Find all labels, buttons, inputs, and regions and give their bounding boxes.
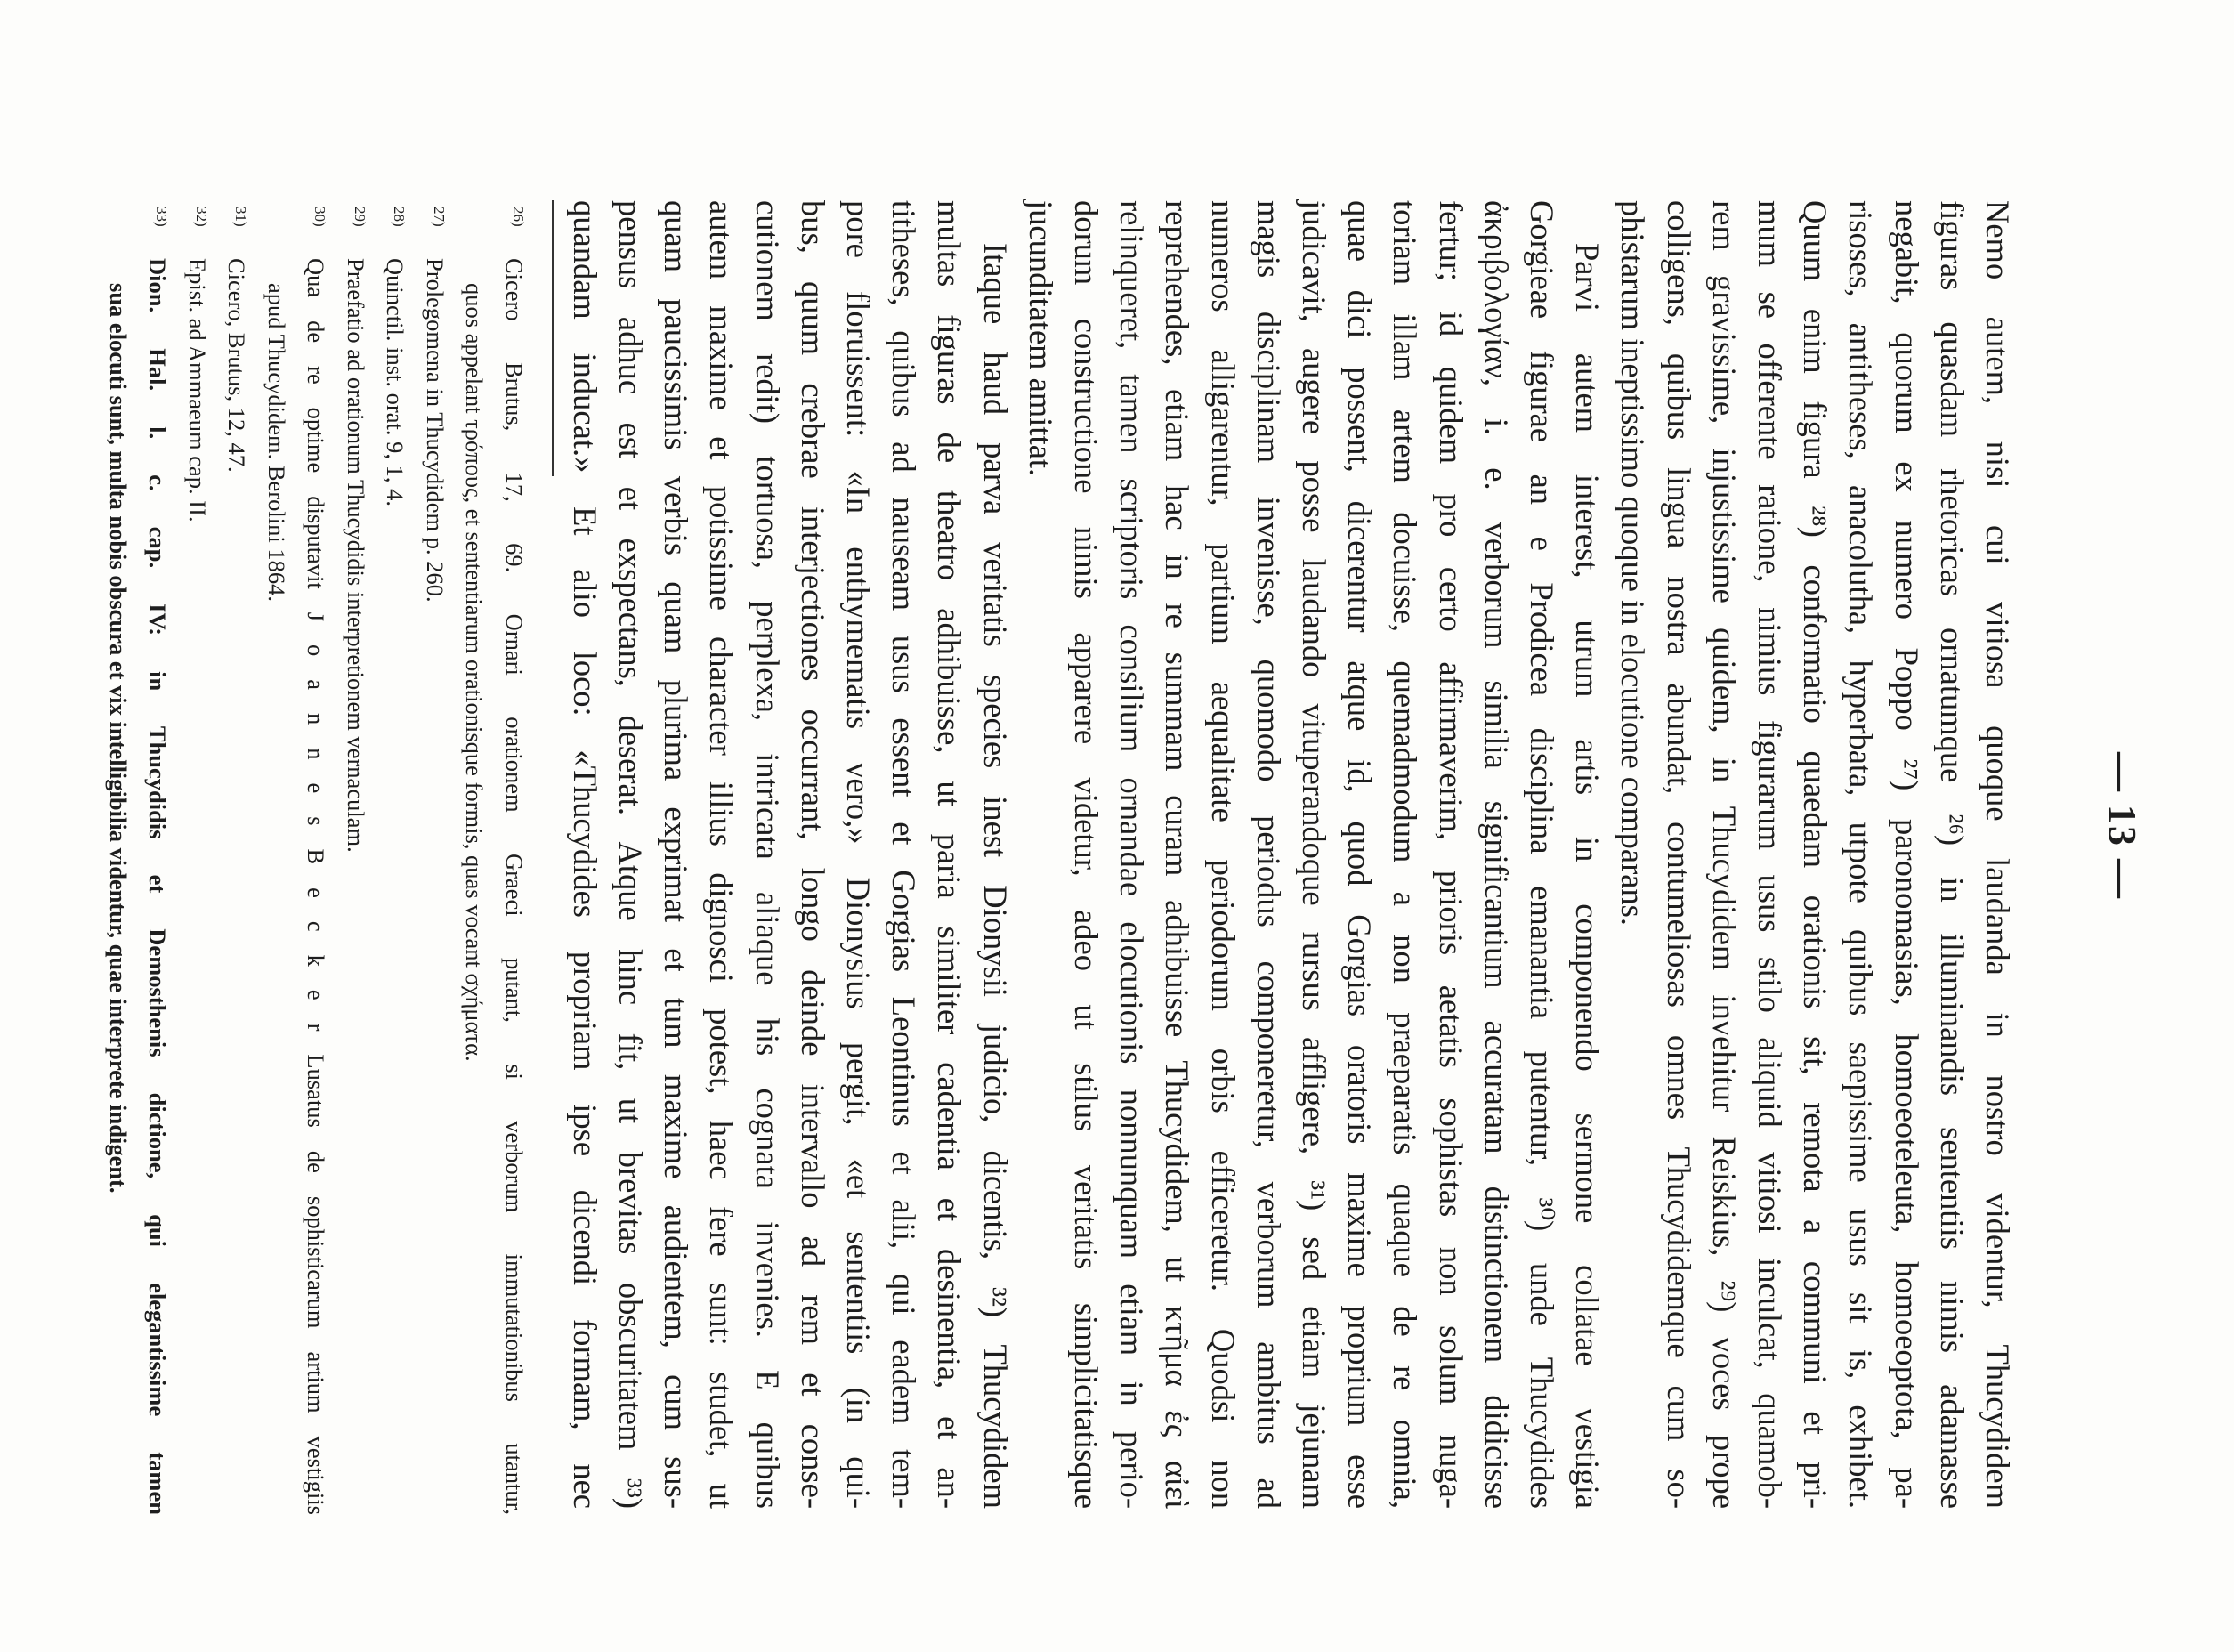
footnote-number: 33) — [153, 206, 171, 227]
body-text — [563, 200, 2021, 1509]
text-line: fertur; id quidem pro certo affirmaverim, prioris aetatis sophistas non solum nuga- — [1432, 200, 1469, 1509]
text-line: figuras quasdam rhetoricas ornatumque ²⁶) in illuminandis sententiis nimis adamasse — [1933, 200, 1971, 1509]
text-line: Gorgieae figurae an e Prodicea disciplina emanantia putentur, ³⁰) unde Thucydides — [1523, 200, 1560, 1509]
footnote — [178, 206, 218, 1515]
text-line: titheses, quibus ad nauseam usus essent et Gorgias Leontinus et alii, qui eadem tem- — [886, 200, 923, 1509]
footnote-number: 30) — [312, 206, 329, 227]
text-line: negabit, quorum ex numero Poppo ²⁷) paronomasias, homoeoteleuta, homoeoptota, pa- — [1888, 200, 1925, 1509]
footnote-number: 26) — [510, 206, 527, 227]
footnote-number: 27) — [431, 206, 448, 227]
text-line: Nemo autem, nisi cui vitiosa quoque laudanda in nostro videntur, Thucydidem — [1979, 200, 2016, 1509]
text-line: quandam inducat.» Et alio loco: «Thucydides propriam ipse dicendi formam, nec — [566, 200, 603, 1509]
footnote-text: Dion. Hal. l. c. cap. IV: in Thucydidis et Demosthenis dictione, qui elegantissime tamen — [144, 258, 172, 1515]
text-line: bus, quum crebrae interjectiones occurrant, longo deinde intervallo ad rem et conse- — [794, 200, 831, 1509]
footnote-text: sua elocuti sunt, multa nobis obscura et vix intelligibilia videntur, quae interprete indigent. — [105, 283, 132, 1194]
text-line: relinqueret, tamen scriptoris consilium ornandae elocutionis nonnunquam etiam in perio- — [1113, 200, 1151, 1509]
text-line: multas figuras de theatro adhibuisse, ut paria similiter cadentia et desinentia, et an- — [931, 200, 968, 1509]
text-line: cutionem redit) tortuosa, perplexa, intricata aliaque his cognata invenies. E quibus — [749, 200, 786, 1509]
text-line: numeros alligarentur, partium aequalitate periodorum orbis efficeretur. Quodsi non — [1204, 200, 1242, 1509]
text-line: dorum constructione nimis apparere videtur, adeo ut stilus veritatis simplicitatisque — [1067, 200, 1105, 1509]
text-line: magis disciplinam invenisse, quomodo periodus componeretur, verborum ambitus ad — [1250, 200, 1287, 1509]
text-line: ἀκριβολογίαν, i. e. verborum similia significantium accuratam distinctionem didicisse — [1477, 200, 1515, 1509]
footnote-text: Qua de re optime disputavit J o a n n e s B e c k e r Lusatus de sophisticarum artium vestigiis — [303, 258, 330, 1515]
text-line: toriam illam artem docuisse, quemadmodum a non praeparatis quaque de re omnia, — [1387, 200, 1424, 1509]
text-line: Itaque haud parva veritatis species inest Dionysii judicio, dicentis, ³²) Thucydidem — [976, 243, 1014, 1509]
footnote-text: apud Thucydidem. Berolini 1864. — [263, 283, 290, 602]
text-line: pensus adhuc est et exspectans, deserat. Atque hinc fit, ut brevitas obscuritatem ³³) — [611, 200, 649, 1509]
text-line: rem gravissime, injustissime quidem, in Thucydidem invehitur Reiskius, ²⁹) voces prope — [1705, 200, 1743, 1509]
footnote-text: quos appelant τρόπους, et sententiarum orationisque formis, quas vocant σχήματα. — [461, 283, 489, 1062]
footnote-text: Cicero, Brutus, 12, 47. — [223, 258, 251, 473]
footnote-text: Epist. ad Ammaeum cap. II. — [184, 258, 211, 522]
footnote-number: 32) — [193, 206, 210, 227]
footnote — [99, 206, 178, 1515]
footnotes — [99, 206, 535, 1515]
text-line: phistarum ineptissimo quoque in elocutione comparans. — [1615, 200, 1652, 927]
footnote — [217, 206, 257, 1515]
text-line: quam paucissimis verbis quam plurima exprimat et tum maxime audientem, cum sus- — [658, 200, 695, 1509]
footnote-divider — [552, 200, 554, 476]
footnote — [336, 206, 376, 1515]
footnote-text: Prolegomena in Thucydidem p. 260. — [422, 258, 449, 603]
text-line: jucunditatem amittat. — [1022, 200, 1059, 477]
text-line: Quum enim figura ²⁸) conformatio quaedam orationis sit, remota a communi et pri- — [1797, 200, 1834, 1509]
text-line: colligens, quibus lingua nostra abundat, contumeliosas omnes Thucydidemque cum so- — [1660, 200, 1697, 1509]
text-line: quae dici possent, dicerentur atque id, quod Gorgias oratoris maxime proprium esse — [1341, 200, 1379, 1509]
footnote-number: 31) — [232, 206, 250, 227]
text-line: reprehendes, etiam hac in re summam curam adhibuisse Thucydidem, ut κτῆμα ἐς αἰεὶ — [1159, 200, 1196, 1509]
page-number: — 13 — — [2100, 752, 2144, 900]
footnote — [455, 206, 534, 1515]
text-line: pore floruissent: «In enthymematis vero,» Dionysius pergit, «et sententiis (in qui- — [839, 200, 877, 1509]
footnote — [416, 206, 456, 1515]
footnote — [257, 206, 336, 1515]
text-line: risoses, antitheses, anacolutha, hyperbata, utpote quibus saepissime usus sit is, exhibet. — [1842, 200, 1880, 1509]
text-line: Parvi autem interest, utrum artis in componendo sermone collatae vestigia — [1569, 243, 1607, 1509]
footnote-text: Quinctil. inst. orat. 9, 1, 4. — [382, 258, 409, 506]
footnote-text: Praefatio ad orationum Thucydidis interpretionem vernaculam. — [343, 258, 369, 853]
footnote-text: Cicero Brutus, 17, 69. Ornari orationem Graeci putant, si verborum immutationibus utantur, — [501, 258, 528, 1515]
footnote-number: 29) — [352, 206, 368, 227]
text-line: autem maxime et potissime character illius dignosci potest, haec fere sunt: studet, ut — [703, 200, 741, 1509]
footnote — [376, 206, 416, 1515]
text-line: judicavit, augere posse laudando vituperandoque rursus affligere, ³¹) sed etiam jejunam — [1295, 200, 1332, 1509]
footnote-number: 28) — [391, 206, 409, 227]
text-line: mum se offerente ratione, nimius figurarum usus stilo aliquid vitiosi inculcat, quamob- — [1751, 200, 1788, 1509]
